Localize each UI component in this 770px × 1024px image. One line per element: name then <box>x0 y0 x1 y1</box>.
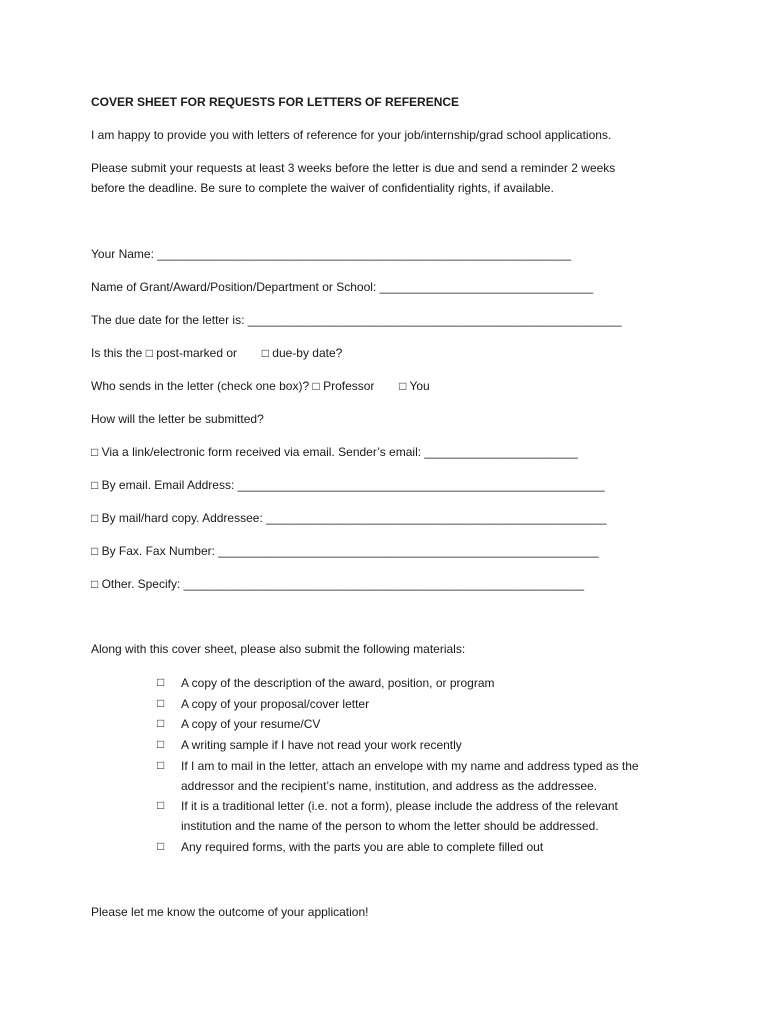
material-item-description: A copy of the description of the award, position, or program <box>181 676 495 690</box>
material-item-forms: Any required forms, with the parts you are able to complete filled out <box>181 840 544 854</box>
material-item-traditional-line-2: institution and the name of the person to whom the letter should be addressed. <box>181 819 599 833</box>
instructions-line-2: before the deadline. Be sure to complete the waiver of confidentiality rights, if available. <box>91 181 554 195</box>
post-marked-label: post-marked or <box>156 346 237 360</box>
due-by-checkbox[interactable]: □ <box>261 346 269 360</box>
material-item-resume: A copy of your resume/CV <box>181 717 321 731</box>
who-sends-row <box>91 378 430 394</box>
material-checkbox[interactable]: □ <box>157 798 165 812</box>
link-electronic-checkbox[interactable]: □ <box>91 445 99 459</box>
date-type-row <box>91 345 342 361</box>
material-item-traditional-line-1: If it is a traditional letter (i.e. not a form), please include the address of the relevant <box>181 799 618 813</box>
by-email-field[interactable]: By email. Email Address: _______________________________________________________ <box>101 478 605 492</box>
by-mail-checkbox[interactable]: □ <box>91 511 99 525</box>
material-checkbox[interactable]: □ <box>157 758 165 772</box>
closing-text: Please let me know the outcome of your application! <box>91 905 369 919</box>
who-sends-label: Who sends in the letter (check one box)? <box>91 379 310 393</box>
by-mail-option <box>91 510 606 526</box>
by-fax-option <box>91 543 599 559</box>
material-checkbox[interactable]: □ <box>157 737 165 751</box>
by-email-option <box>91 477 605 493</box>
your-name-field[interactable]: Your Name: ______________________________________________________________ <box>91 247 572 261</box>
material-checkbox[interactable]: □ <box>157 675 165 689</box>
material-item-proposal: A copy of your proposal/cover letter <box>181 697 370 711</box>
other-checkbox[interactable]: □ <box>91 577 99 591</box>
professor-label: Professor <box>323 379 375 393</box>
material-checkbox[interactable]: □ <box>157 839 165 853</box>
material-item-writing-sample: A writing sample if I have not read your work recently <box>181 738 462 752</box>
material-item-envelope-line-2: addressor and the recipient’s name, institution, and address as the addressee. <box>181 779 598 793</box>
instructions-line-1: Please submit your requests at least 3 weeks before the letter is due and send a reminder 2 weeks <box>91 161 616 175</box>
link-electronic-field[interactable]: Via a link/electronic form received via email. Sender’s email: _______________________ <box>101 445 578 459</box>
material-checkbox[interactable]: □ <box>157 716 165 730</box>
professor-checkbox[interactable]: □ <box>312 379 320 393</box>
page-title: COVER SHEET FOR REQUESTS FOR LETTERS OF REFERENCE <box>91 95 460 109</box>
link-electronic-option <box>91 444 578 460</box>
materials-heading: Along with this cover sheet, please also submit the following materials: <box>91 642 466 656</box>
you-label: You <box>409 379 430 393</box>
date-type-label: Is this the <box>91 346 143 360</box>
by-mail-field[interactable]: By mail/hard copy. Addressee: ___________________________________________________ <box>101 511 607 525</box>
other-field[interactable]: Other. Specify: ____________________________________________________________ <box>101 577 585 591</box>
grant-name-field[interactable]: Name of Grant/Award/Position/Department or School: ________________________________ <box>91 280 594 294</box>
by-fax-checkbox[interactable]: □ <box>91 544 99 558</box>
submission-method-heading: How will the letter be submitted? <box>91 412 264 426</box>
other-option <box>91 576 584 592</box>
material-checkbox[interactable]: □ <box>157 696 165 710</box>
post-marked-checkbox[interactable]: □ <box>145 346 153 360</box>
by-email-checkbox[interactable]: □ <box>91 478 99 492</box>
by-fax-field[interactable]: By Fax. Fax Number: _________________________________________________________ <box>101 544 599 558</box>
due-by-label: due-by date? <box>272 346 343 360</box>
intro-text: I am happy to provide you with letters of reference for your job/internship/grad school applications. <box>91 128 612 142</box>
due-date-field[interactable]: The due date for the letter is: ________________________________________________________ <box>91 313 622 327</box>
material-item-envelope-line-1: If I am to mail in the letter, attach an envelope with my name and address typed as the <box>181 759 639 773</box>
you-checkbox[interactable]: □ <box>399 379 407 393</box>
